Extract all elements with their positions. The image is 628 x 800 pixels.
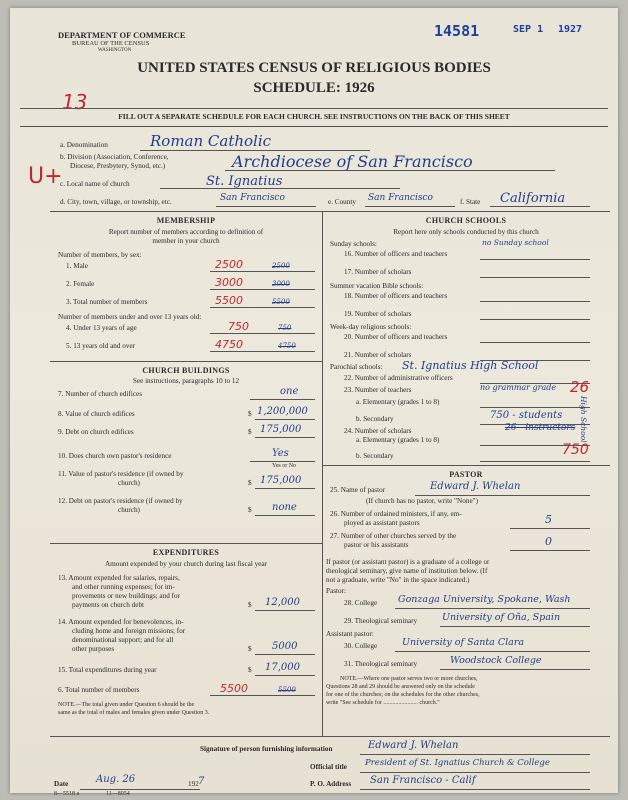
q12-dollar: $ (248, 506, 252, 514)
q30-label: 30. College (344, 642, 378, 650)
membership-intro-1: Report number of members according to definition of (108, 228, 264, 236)
q28-label: 28. College (344, 599, 378, 607)
q24-label: 24. Number of scholars (344, 427, 412, 435)
q4-value[interactable]: 750 (228, 320, 249, 333)
schools-heading: CHURCH SCHOOLS (425, 216, 507, 225)
q5-old-value: 4750 (278, 342, 296, 350)
city-value[interactable]: San Francisco (220, 193, 285, 203)
pastor-note-4: write "See schedule for ....................... church." (326, 700, 440, 706)
q26-label-1: 26. Number of ordained ministers, if any, em- (330, 510, 462, 518)
q5-value[interactable]: 4750 (215, 338, 243, 351)
q6-label: 6. Total number of members (58, 686, 140, 694)
membership-intro-2: member in your church (152, 237, 220, 245)
q24b-red-value: 750 (562, 442, 589, 458)
q10-label: 10. Does church own pastor's residence (58, 452, 172, 460)
q23b-value[interactable]: 750 - students (490, 410, 563, 421)
po-address-label: P. O. Address (310, 780, 352, 788)
parochial-school-value[interactable]: St. Ignatius High School (402, 359, 539, 372)
q31-value[interactable]: Woodstock College (450, 655, 542, 666)
red-marker-side: U+ (28, 164, 63, 189)
local-name-value[interactable]: St. Ignatius (206, 174, 283, 189)
signature-label: Signature of person furnishing information (200, 745, 333, 753)
q4-old-value: 750 (278, 324, 292, 332)
q26-label-2: ployed as assistant pastors (344, 519, 420, 527)
q27-value[interactable]: 0 (545, 535, 552, 548)
graduate-instruction-2: theological seminary, give name of institution below. (If (326, 567, 488, 575)
census-form-sheet (10, 8, 618, 797)
expenditures-heading: EXPENDITURES (152, 548, 220, 557)
q22-label: 22. Number of administrative officers (344, 374, 453, 382)
q6-old-value: 5500 (278, 686, 296, 694)
q13-value[interactable]: 12,000 (265, 597, 300, 608)
received-date-stamp: SEP 1 (513, 24, 544, 35)
q14-dollar: $ (248, 645, 252, 653)
q1-old-value: 2500 (272, 262, 290, 270)
q19-label: 19. Number of scholars (344, 310, 412, 318)
q1-label: 1. Male (66, 262, 88, 270)
weekday-schools-label: Week-day religious schools: (330, 323, 412, 331)
q25-value[interactable]: Edward J. Whelan (430, 481, 521, 492)
q25-hint: (If church has no pastor, write "None") (366, 497, 478, 505)
received-number-stamp: 14581 (434, 22, 480, 40)
q23-label: 23. Number of teachers (344, 386, 412, 394)
q13-label-3: provements or new buildings; and for (72, 592, 180, 600)
q7-label: 7. Number of church edifices (58, 390, 143, 398)
county-value[interactable]: San Francisco (368, 193, 433, 203)
q21-label: 21. Number of scholars (344, 351, 412, 359)
q2-value[interactable]: 3000 (215, 276, 243, 289)
q27-label-1: 27. Number of other churches served by the (330, 532, 457, 540)
q27-label-2: pastor or his assistants (344, 541, 409, 549)
year-prefix: 192 (188, 780, 199, 788)
q29-value[interactable]: University of Oña, Spain (442, 612, 561, 623)
q24a-label: a. Elementary (grades 1 to 8) (356, 436, 440, 444)
division-label-2: Diocese, Presbytery, Synod, etc.) (70, 162, 166, 170)
sunday-schools-label: Sunday schools: (330, 240, 377, 248)
county-label: e. County (328, 198, 356, 206)
q23-note[interactable]: no grammar grade (480, 383, 557, 392)
q24a-value[interactable]: 26 - instructors (505, 423, 576, 433)
bureau-name: BUREAU OF THE CENSUS (72, 40, 150, 47)
q28-value[interactable]: Gonzaga University, Spokane, Wash (398, 594, 571, 605)
q13-label-2: and other running expenses; for im- (72, 583, 175, 591)
year-value[interactable]: 7 (198, 776, 205, 787)
denomination-value[interactable]: Roman Catholic (150, 132, 272, 150)
date-label: Date (54, 780, 69, 788)
division-label: b. Division (Association, Conference, (60, 153, 169, 161)
q5-label: 5. 13 years old and over (66, 342, 136, 350)
q11-dollar: $ (248, 479, 252, 487)
red-marker-13: 13 (62, 90, 88, 114)
city-label: d. City, town, village, or township, etc. (60, 198, 172, 206)
q25-label: 25. Name of pastor (330, 486, 386, 494)
graduate-instruction-3: not a graduate, write "No" in the space indicated.) (326, 576, 470, 584)
pastor-note-3: for one of the churches; on the schedules for the other churches, (326, 692, 480, 698)
q7-value[interactable]: one (280, 386, 299, 397)
q14-label-2: cluding home and foreign missions; for (72, 627, 186, 635)
signature-value[interactable]: Edward J. Whelan (368, 740, 459, 751)
print-number: 11—8054 (106, 791, 130, 797)
pastor-note-2: Questions 28 and 29 should be answered only on the schedule (326, 684, 475, 690)
q24b-label: b. Secondary (356, 452, 394, 460)
q30-value[interactable]: University of Santa Clara (402, 637, 525, 648)
q13-dollar: $ (248, 601, 252, 609)
q29-label: 29. Theological seminary (344, 617, 418, 625)
q6-value[interactable]: 5500 (220, 682, 248, 695)
local-name-label: c. Local name of church (60, 180, 130, 188)
buildings-heading: CHURCH BUILDINGS (142, 366, 230, 375)
q17-label: 17. Number of scholars (344, 268, 412, 276)
q9-value[interactable]: 175,000 (260, 424, 302, 435)
high-school-side-note: High School (579, 396, 588, 443)
membership-heading: MEMBERSHIP (156, 216, 216, 225)
q14-label-3: denominational support; and for all (72, 636, 174, 644)
q23b-label: b. Secondary (356, 415, 394, 423)
yes-or-no-hint: Yes or No (272, 463, 297, 469)
q18-label: 18. Number of officers and teachers (344, 292, 448, 300)
department-name: DEPARTMENT OF COMMERCE (58, 30, 186, 40)
q13-label-1: 13. Amount expended for salaries, repairs, (58, 574, 180, 582)
q3-label: 3. Total number of members (66, 298, 148, 306)
parochial-schools-label: Parochial schools: (330, 363, 383, 371)
q11-label-2: church) (118, 479, 140, 487)
q20-label: 20. Number of officers and teachers (344, 333, 448, 341)
q13-label-4: payments on church debt (72, 601, 145, 609)
membership-note-2: same as the total of males and females given under Question 3. (58, 710, 210, 716)
q3-value[interactable]: 5500 (215, 294, 243, 307)
pastor-heading: PASTOR (449, 470, 483, 479)
denomination-label: a. Denomination (60, 141, 108, 149)
q10-value[interactable]: Yes (272, 448, 289, 459)
members-by-sex-label: Number of members, by sex: (58, 251, 142, 259)
q26-value[interactable]: 5 (545, 513, 552, 526)
q8-value[interactable]: 1,200,000 (257, 406, 308, 417)
q4-label: 4. Under 13 years of age (66, 324, 137, 332)
membership-note-1: NOTE.—The total given under Question 6 should be the (58, 702, 195, 708)
q3-old-value: 5500 (272, 298, 290, 306)
q14-value[interactable]: 5000 (272, 641, 298, 652)
schools-subheading: Report here only schools conducted by this church (393, 228, 539, 236)
q2-label: 2. Female (66, 280, 95, 288)
form-title: UNITED STATES CENSUS OF RELIGIOUS BODIES (137, 60, 491, 76)
q23-red-value: 26 (570, 378, 590, 396)
sunday-school-note[interactable]: no Sunday school (482, 238, 549, 247)
q15-value[interactable]: 17,000 (265, 662, 300, 673)
q11-value[interactable]: 175,000 (260, 475, 302, 486)
q14-label-4: other purposes (72, 645, 115, 653)
q8-dollar: $ (248, 410, 252, 418)
assistant-pastor-label: Assistant pastor: (326, 630, 374, 638)
q9-dollar: $ (248, 428, 252, 436)
q11-label: 11. Value of pastor's residence (if owned by (58, 470, 184, 478)
po-address-value[interactable]: San Francisco - Calif (370, 775, 476, 786)
graduate-instruction-1: If pastor (or assistant pastor) is a graduate of a college or (326, 558, 490, 566)
q12-label: 12. Debt on pastor's residence (if owned by (58, 497, 183, 505)
q8-label: 8. Value of church edifices (58, 410, 135, 418)
q31-label: 31. Theological seminary (344, 660, 418, 668)
q23a-label: a. Elementary (grades 1 to 8) (356, 398, 440, 406)
members-by-age-label: Number of members under and over 13 years old: (58, 313, 202, 321)
official-title-label: Official title (310, 763, 347, 771)
q15-dollar: $ (248, 666, 252, 674)
pastor-note-1: NOTE.—Where one pastor serves two or more churches, (340, 676, 478, 682)
form-instruction: FILL OUT A SEPARATE SCHEDULE FOR EACH CHURCH. SEE INSTRUCTIONS ON THE BACK OF THIS SHEET (118, 112, 510, 121)
date-value[interactable]: Aug. 26 (96, 774, 136, 785)
q1-value[interactable]: 2500 (215, 258, 243, 271)
official-title-value[interactable]: President of St. Ignatius Church & College (365, 758, 550, 768)
q15-label: 15. Total expenditures during year (58, 666, 157, 674)
buildings-subheading: See instructions, paragraphs 10 to 12 (132, 377, 240, 385)
q14-label-1: 14. Amount expended for benevolences, in- (58, 618, 184, 626)
division-value[interactable]: Archdiocese of San Francisco (232, 152, 473, 171)
pastor-sub-label: Pastor: (326, 587, 346, 595)
q9-label: 9. Debt on church edifices (58, 428, 134, 436)
q12-label-2: church) (118, 506, 140, 514)
schedule-title: SCHEDULE: 1926 (253, 80, 375, 96)
summer-schools-label: Summer vacation Bible schools: (330, 282, 424, 290)
q2-old-value: 3000 (272, 280, 290, 288)
q16-label: 16. Number of officers and teachers (344, 250, 448, 258)
form-number: 8—5518 a (54, 791, 80, 797)
bureau-city: WASHINGTON (98, 48, 132, 53)
state-value[interactable]: California (500, 191, 566, 206)
state-label: f. State (460, 198, 481, 206)
received-year-stamp: 1927 (558, 24, 583, 35)
q12-value[interactable]: none (272, 502, 297, 513)
expenditures-subheading: Amount expended by your church during last fiscal year (104, 560, 268, 568)
